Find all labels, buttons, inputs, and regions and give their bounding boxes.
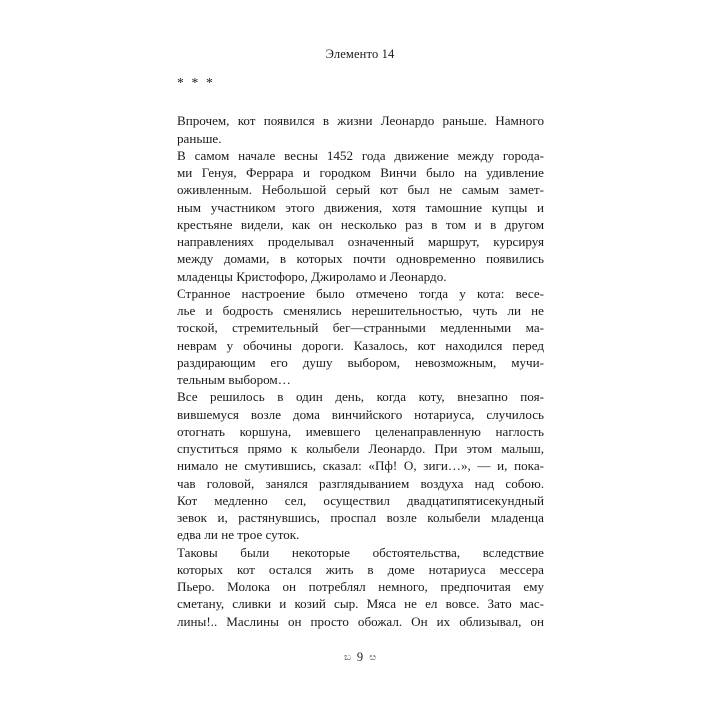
para-v-samom-nachale: [177, 147, 544, 285]
text-line: нимало не смутившись, сказал: «Пф! О, зиги…», — и, пока-: [177, 458, 544, 474]
text-block: [177, 74, 544, 630]
text-line: Таковы были некоторые обстоятельства, вследствие: [177, 544, 544, 560]
text-line: раздирающим его душу выбором, невозможным, мучи-: [177, 354, 544, 370]
text-line: между домами, в которых почти одновременно появились: [177, 251, 544, 267]
text-line: Пьеро. Молока он потреблял немного, предпочитая ему: [177, 579, 544, 594]
running-head: Элементо 14: [325, 47, 395, 61]
text-line: ми Генуя, Феррара и городком Винчи было на удивление: [177, 165, 544, 180]
text-line: Все решилось в один день, когда коту, внезапно поя-: [177, 389, 544, 405]
text-line: Кот медленно сел, осуществил двадцатипятисекундный: [177, 492, 544, 508]
text-line: чав головой, занялся разглядыванием воздуха над собою.: [177, 475, 544, 491]
text-line: крестьяне видели, как он несколько раз в том и в другом: [177, 216, 544, 232]
text-line: тельным выбором…: [177, 372, 291, 387]
text-line: лины!.. Маслины он просто обожал. Он их облизывал, он: [177, 613, 544, 629]
text-line: оживленным. Небольшой серый кот был не самым замет-: [177, 182, 544, 198]
para-vse-reshilos: [177, 388, 544, 543]
text-line: раньше.: [177, 130, 222, 146]
text-line: В самом начале весны 1452 года движение между города-: [177, 147, 544, 163]
text-line: тоской, стремительный бег—странными медленными ма-: [177, 320, 544, 336]
fleuron-left-icon: ಬ: [344, 652, 351, 663]
text-line: младенцы Кристофоро, Джироламо и Леонардо.: [177, 268, 447, 284]
page-number: 9: [356, 650, 364, 664]
section-separator: * * *: [177, 75, 215, 90]
text-line: сметану, сливки и козий сыр. Мяса не ел вовсе. Зато мас-: [177, 596, 544, 612]
text-line: едва ли не трое суток.: [177, 527, 300, 543]
para-vprochem: [177, 112, 544, 147]
fleuron-right-icon: ೞ: [369, 652, 376, 663]
text-line: лье и бодрость сменялись нерешительностью, чуть ли не: [177, 303, 544, 318]
text-line: которых кот остался жить в доме нотариуса мессера: [177, 561, 544, 577]
text-line: неврам у обочины дороги. Казалось, кот находился перед: [177, 337, 544, 353]
text-line: зевок и, растянувшись, проспал возле колыбели младенца: [177, 510, 544, 525]
para-strannoe: [177, 285, 544, 389]
text-line: отогнать коршуна, имевшего целенаправленную наглость: [177, 423, 544, 439]
text-line: спуститься прямо к колыбели Леонардо. При этом малыш,: [177, 441, 544, 456]
paragraph-container: [177, 112, 544, 630]
text-line: ным участником этого движения, хотя тамошние купцы и: [177, 199, 544, 215]
text-line: Странное настроение было отмечено тогда у кота: весе-: [177, 285, 544, 301]
page-footer: [0, 650, 720, 665]
text-line: Впрочем, кот появился в жизни Леонардо раньше. Намного: [177, 113, 544, 129]
text-line: вившемуся возле дома винчийского нотариуса, случилось: [177, 406, 544, 422]
text-line: направлениях проделывал означенный маршрут, курсируя: [177, 234, 544, 249]
para-takovy: [177, 544, 544, 630]
